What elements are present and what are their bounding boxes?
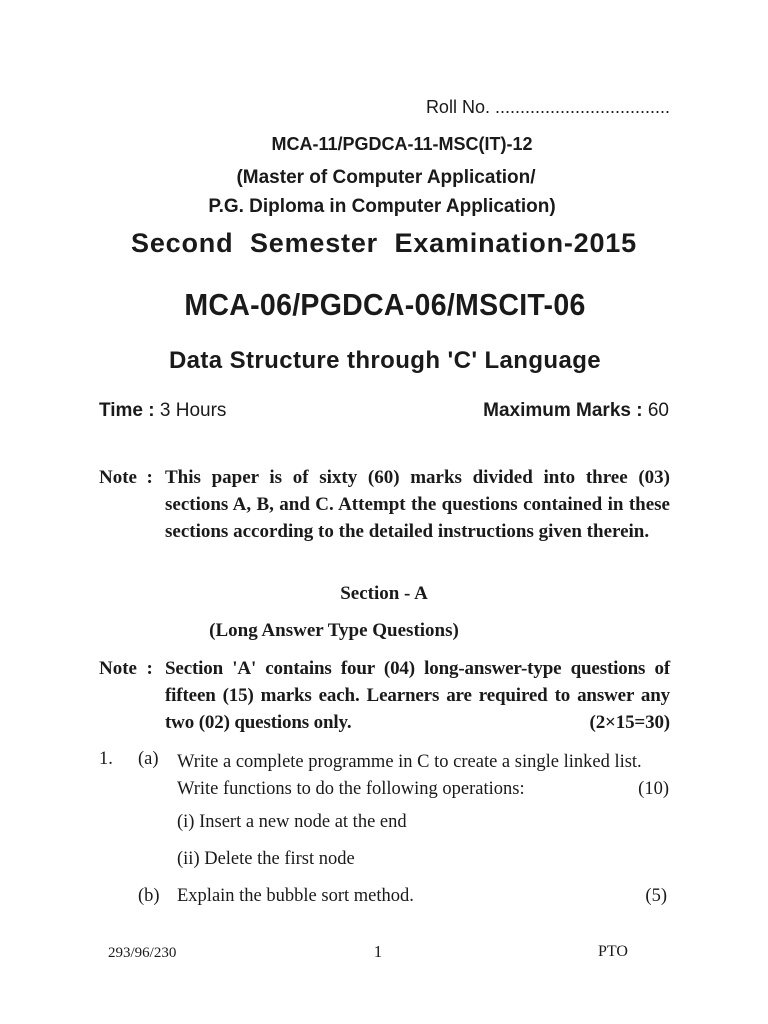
exam-title: Second Semester Examination-2015 — [131, 228, 637, 258]
section-a-note — [99, 655, 670, 736]
page-number: 1 — [373, 942, 383, 961]
question-1b — [177, 886, 667, 907]
question-1b-marks: (5) — [645, 886, 667, 906]
question-1a-sub-ii: (ii) Delete the first node — [177, 849, 355, 869]
roll-number-line: Roll No. ................................... — [425, 97, 670, 117]
question-1a-text: Write a complete programme in C to create a single linked list. Write functions to do the following operations: — [177, 752, 642, 799]
pto-label: PTO — [598, 943, 628, 960]
max-marks-value: 60 — [647, 400, 669, 421]
time-marks-row — [99, 400, 669, 422]
general-note-label: Note : — [99, 467, 153, 488]
general-note — [99, 464, 670, 545]
section-a-marks: (2×15=30) — [589, 712, 670, 733]
paper-code: MCA-06/PGDCA-06/MSCIT-06 — [184, 287, 586, 322]
time-value: 3 Hours — [159, 400, 227, 421]
question-1b-text: Explain the bubble sort method. — [177, 886, 414, 906]
question-1a-sub-i: (i) Insert a new node at the end — [177, 812, 407, 832]
max-marks-label: Maximum Marks : — [483, 400, 643, 421]
question-1b-label: (b) — [138, 886, 160, 906]
section-a-note-text: Section 'A' contains four (04) long-answer-type questions of fifteen (15) marks each. Learners are required to answer any two (02) questions only. — [165, 658, 670, 733]
time-info — [99, 400, 226, 422]
section-a-note-body — [165, 655, 670, 736]
question-1a — [177, 749, 669, 803]
question-1-number: 1. — [99, 749, 113, 769]
section-a-title: Section - A — [340, 583, 428, 604]
program-line-2: P.G. Diploma in Computer Application) — [208, 196, 556, 217]
marks-info — [483, 400, 669, 422]
section-a-subtitle: (Long Answer Type Questions) — [209, 620, 459, 641]
footer-code: 293/96/230 — [108, 945, 177, 961]
subject-title: Data Structure through 'C' Language — [168, 347, 602, 374]
section-a-note-label: Note : — [99, 658, 153, 679]
time-label: Time : — [99, 400, 155, 421]
question-1a-label: (a) — [138, 749, 159, 769]
question-1a-marks: (10) — [638, 779, 669, 799]
general-note-text: This paper is of sixty (60) marks divided into three (03) sections A, B, and C. Attempt the questions contained in these sections according to the detailed instructions given therein. — [165, 467, 670, 542]
program-line-1: (Master of Computer Application/ — [236, 167, 536, 188]
course-code: MCA-11/PGDCA-11-MSC(IT)-12 — [271, 134, 533, 154]
